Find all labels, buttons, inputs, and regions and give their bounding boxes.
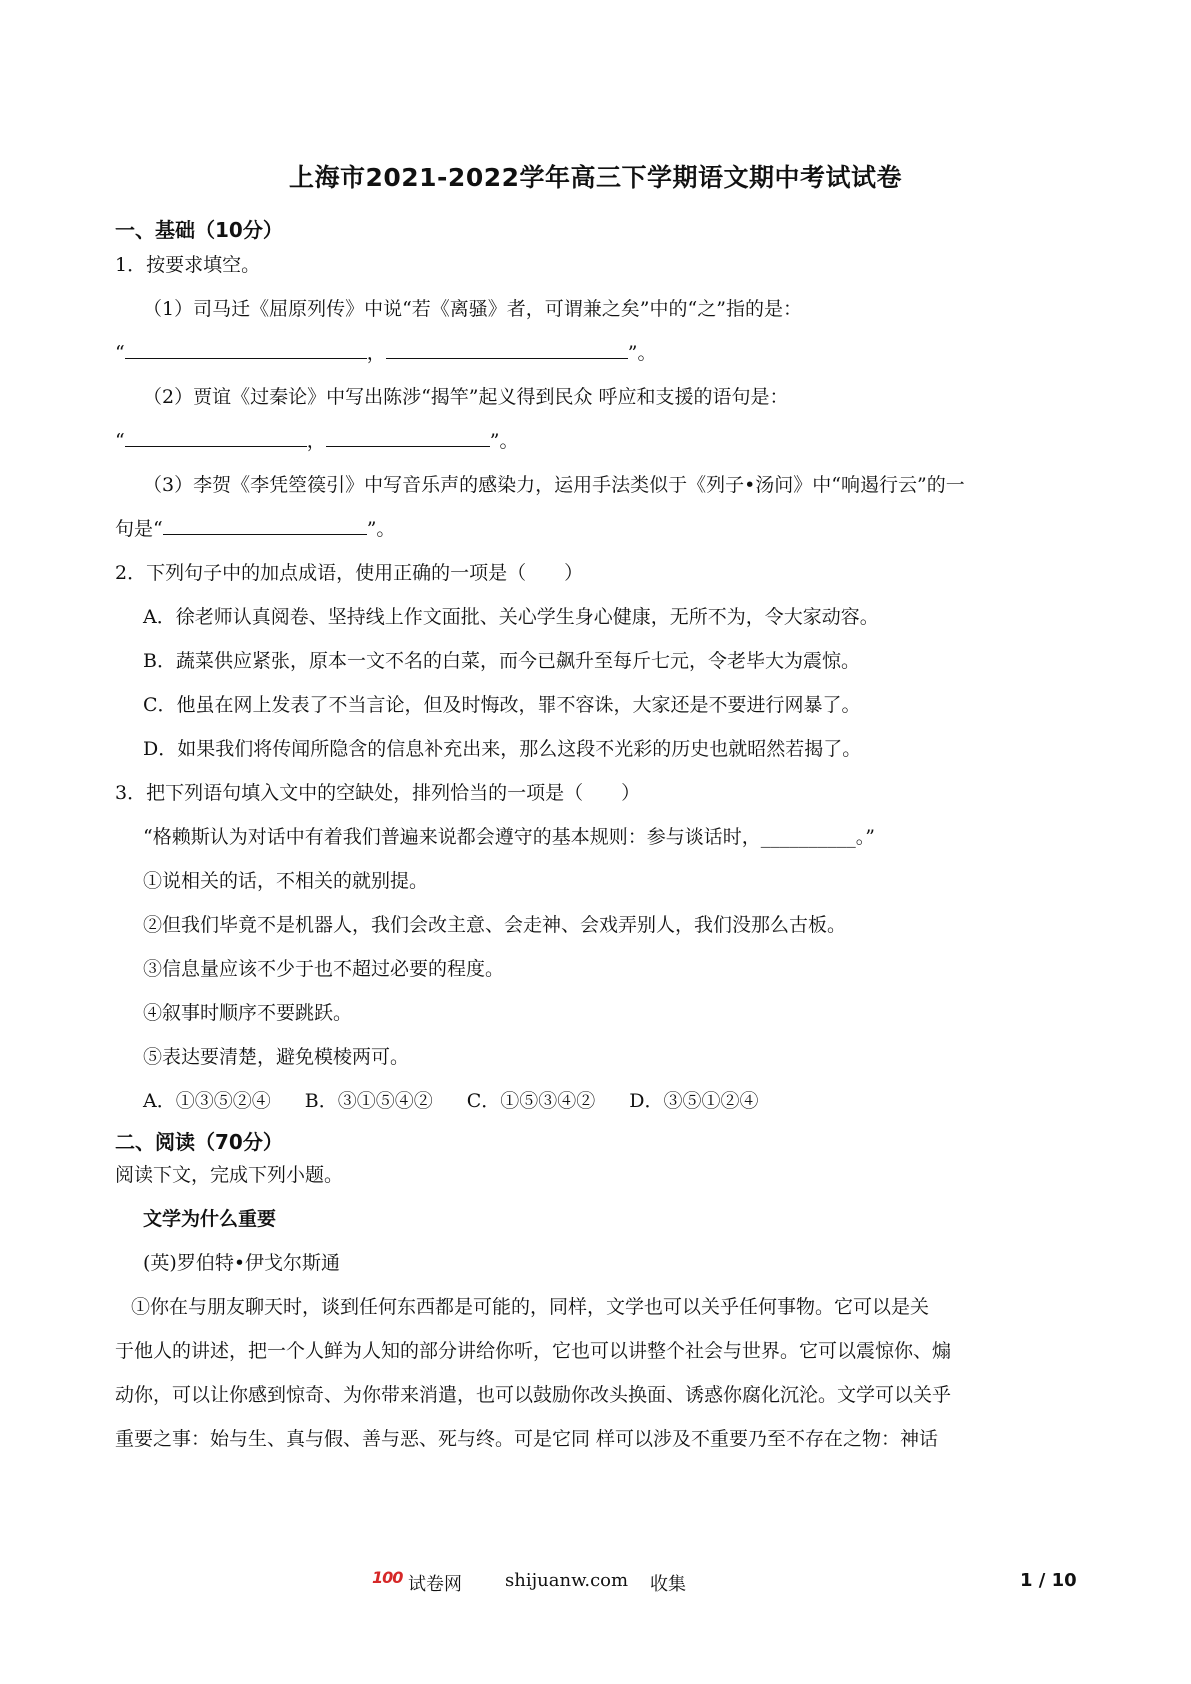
answer-blank[interactable] <box>125 428 307 447</box>
article-author: (英)罗伯特•伊戈尔斯通 <box>143 1252 341 1274</box>
q3-options <box>143 1088 792 1114</box>
q3-sentence-1: ①说相关的话，不相关的就别提。 <box>143 870 429 892</box>
q1-part2-answer: “ ， ”。 <box>115 430 519 452</box>
page-number: 1 / 10 <box>1020 1570 1077 1591</box>
q3-quote: “格赖斯认为对话中有着我们普遍来说都会遵守的基本规则：参与谈话时，__________。” <box>143 826 875 848</box>
q3-sentence-2: ②但我们毕竟不是机器人，我们会改主意、会走神、会戏弄别人，我们没那么古板。 <box>143 914 847 936</box>
exam-title: 上海市2021-2022学年高三下学期语文期中考试试卷 <box>288 163 903 192</box>
q3-sentence-4: ④叙事时顺序不要跳跃。 <box>143 1002 353 1024</box>
q3-option-d: D．③⑤①②④ <box>629 1090 759 1112</box>
q2-option-c: C．他虽在网上发表了不当言论，但及时悔改，罪不容诛，大家还是不要进行网暴了。 <box>143 694 861 716</box>
q1-part3-answer: 句是“ ”。 <box>115 518 396 540</box>
section-2-heading: 二、阅读（70分） <box>115 1130 283 1154</box>
footer-collect: 收集 <box>650 1574 686 1595</box>
q1-part3-prompt: （3）李贺《李凭箜篌引》中写音乐声的感染力，运用手法类似于《列子•汤问》中“响遏行云”的一 <box>143 474 965 496</box>
q3-sentence-3: ③信息量应该不少于也不超过必要的程度。 <box>143 958 505 980</box>
section-1-heading: 一、基础（10分） <box>115 218 283 242</box>
article-title: 文学为什么重要 <box>143 1208 277 1230</box>
footer-site-name: 试卷网 <box>408 1574 462 1595</box>
q1-stem: 1．按要求填空。 <box>115 254 261 276</box>
answer-blank[interactable] <box>163 516 367 535</box>
article-paragraph-line: 动你，可以让你感到惊奇、为你带来消遣，也可以鼓励你改头换面、诱惑你腐化沉沦。文学可以关乎 <box>115 1384 952 1406</box>
reading-intro: 阅读下文，完成下列小题。 <box>115 1164 344 1186</box>
footer-url[interactable]: shijuanw.com <box>505 1570 629 1591</box>
article-paragraph-line: 重要之事：始与生、真与假、善与恶、死与终。可是它同 样可以涉及不重要乃至不存在之物：神话 <box>115 1428 939 1450</box>
answer-blank[interactable] <box>386 340 628 359</box>
q3-option-b: B．③①⑤④② <box>304 1090 433 1112</box>
article-paragraph-line: 于他人的讲述，把一个人鲜为人知的部分讲给你听，它也可以讲整个社会与世界。它可以震惊你、煽 <box>115 1340 952 1362</box>
answer-blank[interactable] <box>125 340 367 359</box>
q2-option-a: A．徐老师认真阅卷、坚持线上作文面批、关心学生身心健康，无所不为，令大家动容。 <box>143 606 879 628</box>
article-paragraph-line: ①你在与朋友聊天时，谈到任何东西都是可能的，同样，文学也可以关乎任何事物。它可以是关 <box>131 1296 930 1318</box>
q3-option-a: A．①③⑤②④ <box>143 1090 271 1112</box>
q3-stem: 3．把下列语句填入文中的空缺处，排列恰当的一项是（ ） <box>115 782 641 804</box>
q3-option-c: C．①⑤③④② <box>466 1090 596 1112</box>
q2-option-b: B．蔬菜供应紧张，原本一文不名的白菜，而今已飙升至每斤七元，令老毕大为震惊。 <box>143 650 860 672</box>
q1-part1-answer: “ ， ”。 <box>115 342 657 364</box>
q3-sentence-5: ⑤表达要清楚，避免模棱两可。 <box>143 1046 410 1068</box>
site-logo: 100 <box>372 1568 403 1587</box>
q2-stem: 2．下列句子中的加点成语，使用正确的一项是（ ） <box>115 562 584 584</box>
q2-option-d: D．如果我们将传闻所隐含的信息补充出来，那么这段不光彩的历史也就昭然若揭了。 <box>143 738 862 760</box>
q1-part2-prompt: （2）贾谊《过秦论》中写出陈涉“揭竿”起义得到民众 呼应和支援的语句是： <box>143 386 789 408</box>
answer-blank[interactable] <box>326 428 490 447</box>
q1-part1-prompt: （1）司马迁《屈原列传》中说“若《离骚》者，可谓兼之矣”中的“之”指的是： <box>143 298 802 320</box>
